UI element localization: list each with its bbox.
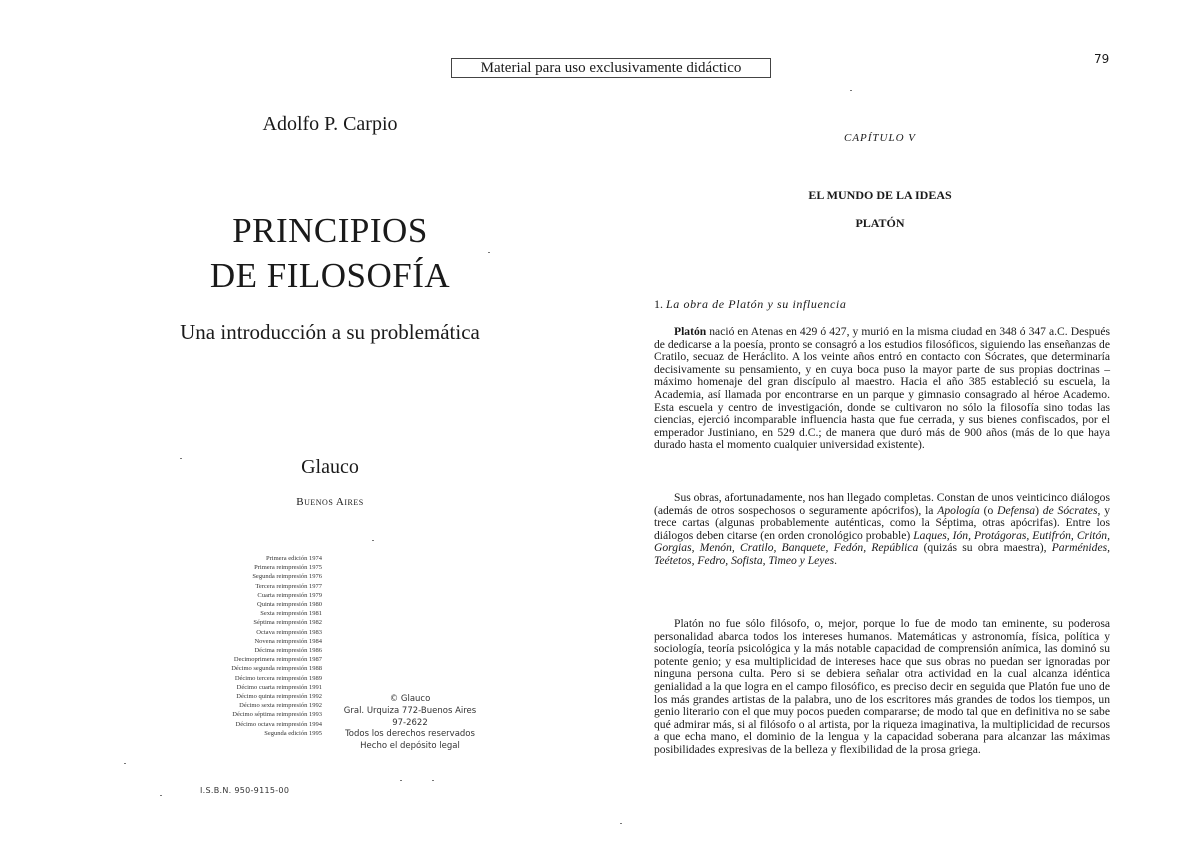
section-number: 1.	[654, 297, 663, 311]
colophon-address: Gral. Urquiza 772-Buenos Aires	[343, 705, 477, 716]
plato-name: Platón	[674, 325, 707, 338]
work-titles-list: Parménides, Teétetos, Fedro, Sofista, Timeo y Leyes	[654, 541, 1110, 567]
printing-entry: Décimo cuarta reimpresión 1991	[236, 683, 322, 691]
chapter-title: EL MUNDO DE LA IDEAS	[808, 188, 952, 202]
printing-history-list	[170, 554, 330, 738]
paragraph-text: (o	[979, 503, 998, 517]
printing-entry: Sexta reimpresión 1981	[260, 610, 322, 618]
printing-entry: Primera reimpresión 1975	[254, 564, 322, 572]
printing-entry: Primera edición 1974	[266, 555, 322, 562]
page-number: 79	[1094, 52, 1110, 66]
book-title-line-1: PRINCIPIOS	[232, 211, 428, 250]
chapter-subtitle: PLATÓN	[855, 216, 905, 230]
paragraph-text: nació en Atenas en 429 ó 427, y murió en la misma ciudad en 348 ó 347 a.C. Después de dedicarse a la poesía, pronto se consagró a los estudios filosóficos, siguiendo las enseñanzas de Cratilo, secuaz de Heráclito. A los veinte años entró en contacto con Sócrates, que determinaría decisivamente su pensamiento, y en cuya boca puso la mayor parte de sus propias doctrinas –máximo homenaje del gran discípulo al maestro. Hacia el año 385 estableció su escuela, la Academia, así llamada por encontrarse en un parque y gimnasio consagrado al héroe Academo. Esta escuela y centro de investigación, donde se cultivaron no sólo la filosofía sino todas las ciencias, ejerció incomparable influencia hasta que fue cerrada, y sus bienes confiscados, por el emperador Justiniano, en 529 d.C.; de manera que duró más de 900 años (más de lo que haya durado hasta el momento cualquier universidad existente).	[654, 325, 1110, 452]
didactic-use-stamp: Material para uso exclusivamente didáctico	[451, 58, 771, 78]
section-heading	[654, 297, 846, 312]
body-paragraph-1	[654, 326, 1110, 452]
publisher-name: Glauco	[301, 456, 359, 478]
scan-speck	[160, 795, 162, 796]
colophon	[330, 694, 490, 753]
printing-entry: Segunda reimpresión 1976	[252, 573, 322, 581]
colophon-rights: Todos los derechos reservados	[345, 729, 475, 740]
scan-speck	[400, 780, 402, 781]
scan-speck	[620, 823, 622, 824]
work-title: de Sócrates	[1042, 503, 1098, 517]
book-title	[150, 208, 510, 298]
printing-entry: Décima reimpresión 1986	[254, 647, 322, 655]
scan-speck	[372, 540, 374, 541]
paragraph-text: Sus obras, afortunadamente, nos han llegado completas. Constan de unos veinticinco diálogos (además de otros sospechosos o seguramente apócrifos), la	[654, 491, 1110, 517]
paragraph-text: .	[834, 553, 838, 567]
scan-speck	[180, 458, 182, 459]
body-paragraph-2	[654, 492, 1110, 568]
paragraph-text: , y trece cartas (algunas probablemente auténticas, como la Séptima, otras apócrifas). Entre los diálogos deben citarse (en orden cronológico probable)	[654, 503, 1110, 542]
publisher-city: Buenos Aires	[296, 496, 364, 508]
body-paragraph-3: Platón no fue sólo filósofo, o, mejor, porque lo fue de modo tan eminente, su poderosa personalidad abarca todos los intereses humanos. Matemáticas y astronomía, física, política y sociología, teoría psicológica y la más notable capacidad de comprensión anímica, las dominó su potente genio; y esa multiplicidad de intereses hace que sus obras no puedan ser ignoradas por ninguna persona culta. Pero si se debiera señalar otra actividad en la cual alcanza idéntica genialidad a la que logra en el campo filosófico, es preciso decir en seguida que Platón fue uno de los más grandes artistas de la palabra, uno de los escritores más grandes de todos los tiempos, un genio literario con el que muy pocos pueden compararse; de modo tal que en definitiva no se sabe qué admirar más, si al filósofo o al artista, por la riqueza imaginativa, la multiplicidad de recursos a que echa mano, el dominio de la lengua y la capacidad soberana para alcanzar las máximas posibilidades expresivas de la belleza y flexibilidad de la prosa griega.	[654, 617, 1110, 756]
paragraph-text: )	[1035, 503, 1043, 517]
scan-speck	[488, 252, 490, 253]
work-title: Defensa	[997, 503, 1036, 517]
section-title: La obra de Platón y su influencia	[666, 297, 847, 311]
printing-entry: Séptima reimpresión 1982	[253, 619, 322, 627]
colophon-phone: 97-2622	[392, 717, 428, 728]
book-title-line-2: DE FILOSOFÍA	[209, 256, 451, 295]
work-titles-list: Laques, Ión, Protágoras, Eutifrón, Critón, Gorgias, Menón, Cratilo, Banquete, Fedón, República	[654, 528, 1111, 555]
printing-entry: Décimo sexta reimpresión 1992	[239, 702, 322, 710]
printing-entry: Tercera reimpresión 1977	[255, 582, 322, 590]
scan-speck	[124, 763, 126, 764]
book-subtitle: Una introducción a su problemática	[180, 320, 480, 344]
scan-speck	[850, 90, 852, 91]
printing-entry: Décimo séptima reimpresión 1993	[232, 711, 322, 719]
paragraph-text: (quizás su obra maestra),	[918, 541, 1052, 555]
printing-entry: Décimo segunda reimpresión 1988	[231, 665, 322, 673]
isbn-number: I.S.B.N. 950-9115-00	[200, 786, 290, 795]
scan-speck	[432, 780, 434, 781]
printing-entry: Décimo quinta reimpresión 1992	[236, 693, 322, 701]
printing-entry: Cuarta reimpresión 1979	[257, 591, 322, 599]
printing-entry: Décimo tercera reimpresión 1989	[234, 674, 322, 682]
book-author: Adolfo P. Carpio	[262, 113, 398, 135]
work-title: Apología	[937, 503, 980, 517]
printing-entry: Novena reimpresión 1984	[254, 637, 322, 645]
printing-entry: Octava reimpresión 1983	[256, 628, 322, 636]
printing-entry: Décimo octava reimpresión 1994	[235, 720, 322, 728]
chapter-label: CAPÍTULO V	[843, 132, 917, 144]
printing-entry: Quinta reimpresión 1980	[257, 601, 322, 609]
printing-entry: Segunda edición 1995	[264, 729, 322, 737]
colophon-copyright: © Glauco	[389, 694, 431, 704]
printing-entry: Decimoprimera reimpresión 1987	[233, 656, 322, 664]
colophon-legal-deposit: Hecho el depósito legal	[360, 741, 460, 752]
